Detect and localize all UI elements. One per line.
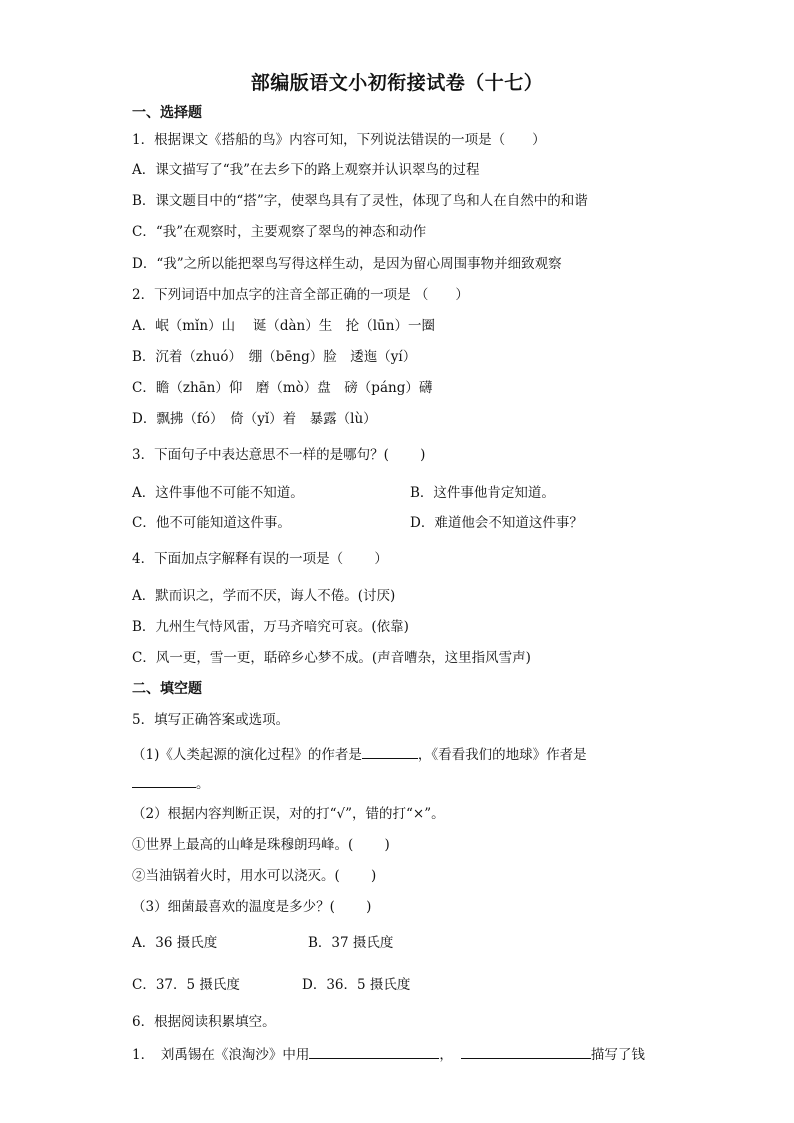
q5-part3-option-d: D．36．5 摄氏度 — [302, 977, 411, 993]
q5-part1-cont — [132, 773, 210, 793]
q5-part2-item-2: ②当油锅着火时，用水可以浇灭。( ) — [132, 868, 377, 884]
q3-option-a: A．这件事他不可能不知道。 — [132, 485, 304, 501]
q3-stem: 3．下面句子中表达意思不一样的是哪句？( ) — [132, 447, 426, 463]
q5-part1-text-a: （1)《人类起源的演化过程》的作者是 — [132, 747, 362, 763]
q4-option-c: C．风一更，雪一更，聒碎乡心梦不成。(声音嘈杂，这里指风雪声) — [132, 650, 531, 666]
q4-option-b: B．九州生气恃风雷，万马齐喑究可哀。(依靠) — [132, 619, 409, 635]
q5-part3-stem: （3）细菌最喜欢的温度是多少？( ) — [132, 899, 372, 915]
q3-option-b: B．这件事他肯定知道。 — [410, 485, 555, 501]
q1-stem: 1．根据课文《搭船的鸟》内容可知，下列说法错误的一项是（ ） — [132, 132, 546, 148]
q5-part3-option-a: A．36 摄氏度 — [132, 935, 218, 951]
section-choice-heading: 一、选择题 — [132, 105, 202, 121]
q1-option-c: C．“我”在观察时，主要观察了翠鸟的神态和动作 — [132, 224, 427, 240]
section-fill-heading: 二、填空题 — [132, 681, 202, 697]
q6-line1-text-a: 1． 刘禹锡在《浪淘沙》中用 — [132, 1047, 310, 1063]
q5-part1-end: 。 — [196, 776, 210, 792]
q3-option-d: D．难道他会不知道这件事？ — [410, 515, 583, 531]
q6-line-1 — [132, 1044, 645, 1064]
q4-stem: 4．下面加点字解释有误的一项是（ ） — [132, 551, 388, 567]
q3-option-c: C．他不可能知道这件事。 — [132, 515, 291, 531]
q2-option-a: A．岷（mǐn）山 诞（dàn）生 抡（lūn）一圈 — [132, 318, 435, 334]
q5-part2-item-1: ①世界上最高的山峰是珠穆朗玛峰。( ) — [132, 837, 390, 853]
q6-stem: 6．根据阅读积累填空。 — [132, 1014, 276, 1030]
q2-option-c: C．瞻（zhān）仰 磨（mò）盘 磅（páng）礴 — [132, 380, 433, 396]
q2-option-b: B．沉着（zhuó） 绷（bēng）脸 逶迤（yí） — [132, 349, 417, 365]
q6-line1-text-b: ， — [439, 1047, 453, 1063]
q2-option-d: D．飘拂（fó） 倚（yǐ）着 暴露（lù） — [132, 411, 377, 427]
q5-part1-text-b: ，《看看我们的地球》作者是 — [417, 747, 587, 763]
q5-part1-blank-2[interactable] — [132, 773, 196, 788]
q5-part1-blank-1[interactable] — [362, 744, 418, 759]
q1-option-a: A．课文描写了“我”在去乡下的路上观察并认识翠鸟的过程 — [132, 162, 480, 178]
q5-part2-instruction: （2）根据内容判断正误，对的打“√”，错的打“×”。 — [132, 806, 445, 822]
q2-stem: 2．下列词语中加点字的注音全部正确的一项是 （ ） — [132, 287, 469, 303]
q1-option-b: B．课文题目中的“搭”字，使翠鸟具有了灵性，体现了鸟和人在自然中的和谐 — [132, 193, 588, 209]
page-title: 部编版语文小初衔接试卷（十七） — [250, 72, 544, 94]
q5-part3-option-b: B．37 摄氏度 — [308, 935, 394, 951]
q5-part1 — [132, 744, 587, 764]
q6-line1-blank-1[interactable] — [309, 1044, 439, 1059]
q1-option-d: D．“我”之所以能把翠鸟写得这样生动，是因为留心周围事物并细致观察 — [132, 256, 562, 272]
q6-line1-blank-2[interactable] — [461, 1044, 591, 1059]
q4-option-a: A．默而识之，学而不厌，诲人不倦。(讨厌) — [132, 588, 396, 604]
q5-part3-option-c: C．37．5 摄氏度 — [132, 977, 240, 993]
q6-line1-text-c: 描写了钱 — [590, 1047, 645, 1063]
q5-stem: 5．填写正确答案或选项。 — [132, 712, 290, 728]
